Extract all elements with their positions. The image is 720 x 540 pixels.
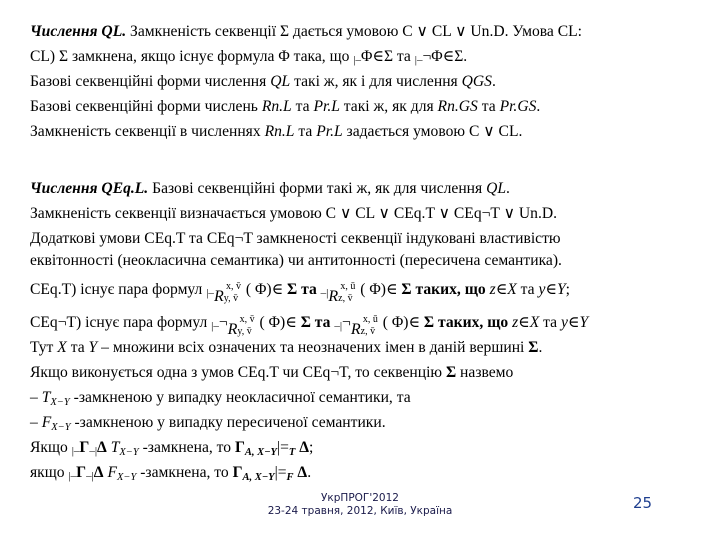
block1-line5 (30, 122, 522, 142)
predicate-term (214, 282, 241, 304)
subscript: F (286, 472, 294, 483)
subscript: X−Y (50, 397, 70, 408)
subscript: z, v̄ (360, 326, 376, 337)
turnstile-pos: |– (68, 470, 77, 482)
predicate-term (328, 282, 355, 304)
var: z (489, 281, 496, 298)
turnstile-neg: –| (86, 470, 94, 482)
text: – множини всіх означених та неозначених імен в даній вершині (97, 339, 529, 356)
text: ∈ (567, 314, 580, 331)
predicate-symbol: R (227, 321, 238, 338)
block2-line3 (30, 229, 561, 249)
neg-symbol: ¬ (218, 314, 228, 331)
text: Rn.GS (437, 98, 478, 115)
turnstile-pos: |– (206, 287, 214, 299)
delta: Δ (295, 439, 309, 456)
paren: ( (259, 314, 265, 331)
text: ¬Φ∈Σ. (422, 48, 468, 65)
text: . (536, 98, 541, 115)
phi-symbol: Φ (391, 314, 404, 331)
paren: ) (380, 281, 386, 298)
gamma: Γ (76, 464, 87, 481)
var: y (560, 314, 568, 331)
var: Y (88, 339, 98, 356)
text: Додаткові умови CEq.T та CEq¬T замкненості секвенції індуковані властивістю (30, 230, 561, 247)
text: еквітонності (неокласична семантика) чи антитонності (пересичена семантика). (30, 252, 562, 269)
text: та (516, 281, 539, 298)
text: та (477, 98, 500, 115)
phi-symbol: Φ (268, 314, 281, 331)
text: та (291, 98, 314, 115)
sigma: Σ (445, 364, 457, 381)
var: y (538, 281, 546, 298)
delta: Δ (293, 464, 308, 481)
paren: ( (382, 314, 388, 331)
var: F (41, 414, 52, 431)
gamma: Γ (234, 439, 245, 456)
subscript: y, v̄ (223, 293, 239, 304)
var: T (41, 389, 51, 406)
text: Базові секвенційні форми числень (30, 98, 262, 115)
text: Якщо виконується одна з умов CEq.T чи CEq¬T, то секвенцію (30, 364, 446, 381)
turnstile-pos: |– (71, 445, 80, 457)
text: . (506, 180, 510, 197)
block2-line7 (30, 338, 542, 358)
subscript: X−Y (119, 447, 139, 458)
models: |= (276, 439, 289, 456)
subscript: A, X−Y (244, 447, 277, 458)
subscript: X−Y (117, 472, 137, 483)
text: задається умовою C ∨ CL. (342, 123, 523, 140)
turnstile-neg: –| (320, 287, 329, 299)
block2-line2 (30, 204, 557, 224)
text: та (66, 339, 89, 356)
text: якщо (30, 464, 69, 481)
paren: ) (280, 314, 286, 331)
text: Σ таких, що (420, 314, 513, 331)
text: такі ж, як і для числення (290, 73, 462, 90)
var: F (103, 464, 117, 481)
text: Rn.L (261, 98, 292, 115)
paren: ) (403, 314, 409, 331)
element-of: ∈ (408, 314, 421, 331)
text: Rn.L (264, 123, 295, 140)
paren: ( (245, 281, 252, 298)
block1-line2 (30, 47, 467, 70)
text: ; (308, 439, 314, 456)
predicate-term (351, 315, 378, 337)
text: Замкненість секвенції Σ дається умовою C ∨ CL ∨ Un.D. Умова CL: (126, 23, 582, 40)
text: Pr.L (313, 98, 340, 115)
text: Σ та (283, 281, 321, 298)
text: . (491, 73, 496, 90)
turnstile-neg: –| (89, 445, 98, 457)
text: Замкненість секвенції в численнях (30, 123, 265, 140)
phi-symbol: Φ (254, 281, 267, 298)
gamma: Γ (79, 439, 90, 456)
element-of: ∈ (385, 281, 398, 298)
text: та (539, 314, 561, 331)
turnstile-pos: |– (211, 320, 219, 332)
text: QL (270, 73, 291, 90)
text: QGS (461, 73, 492, 90)
footer (230, 492, 490, 518)
text: Σ та (296, 314, 335, 331)
page-number: 25 (633, 494, 653, 512)
neg-symbol: ¬ (342, 314, 351, 331)
subscript: y, v̄ (237, 326, 252, 337)
text: Замкненість секвенції визначається умовою C ∨ CL ∨ CEq.T ∨ CEq¬T ∨ Un.D. (30, 205, 557, 222)
text: назвемо (456, 364, 514, 381)
superscript: x, v̄ (225, 281, 241, 292)
text: CL) Σ замкнена, якщо існує формула Φ така, що (30, 48, 354, 65)
block2-line1 (30, 179, 510, 199)
ceqnegt-line (30, 313, 588, 337)
text: ∈ (518, 314, 530, 331)
paren: ) (266, 281, 272, 298)
sigma: Σ (528, 339, 539, 356)
predicate-term (228, 315, 255, 337)
predicate-symbol: R (350, 321, 361, 338)
text: – (30, 389, 42, 406)
block2-line8 (30, 363, 513, 383)
turnstile-neg: –| (334, 320, 343, 332)
text: -замкнена, то (138, 439, 235, 456)
superscript: x, ū (362, 314, 378, 325)
subscript: T (288, 447, 296, 458)
block2-line4 (30, 251, 562, 271)
superscript: x, v̄ (239, 314, 255, 325)
var: X (507, 281, 517, 298)
block2-title: Числення QEq.L. (30, 180, 149, 197)
turnstile-pos: |– (353, 54, 362, 66)
text: CEq.T) існує пара формул (30, 281, 207, 298)
text: CEq¬T) існує пара формул (30, 314, 212, 331)
delta: Δ (97, 439, 107, 456)
ceqt-line (30, 280, 570, 304)
footer-conference: УкрПРОГ'2012 (321, 492, 399, 504)
block1-line1 (30, 22, 582, 42)
text: . (307, 464, 312, 481)
var: Y (556, 281, 566, 298)
text: ∈ (545, 281, 557, 298)
subscript: z, v̄ (338, 293, 353, 304)
subscript: X−Y (51, 422, 71, 433)
var: T (106, 439, 120, 456)
block2-line9 (30, 388, 411, 413)
text: ; (565, 281, 570, 298)
text: та (294, 123, 317, 140)
element-of: ∈ (271, 281, 284, 298)
text: -замкненою у випадку пересиченої семантики. (70, 414, 386, 431)
models: |= (274, 464, 287, 481)
text: Якщо (30, 439, 72, 456)
text: . (538, 339, 543, 356)
text: Σ таких, що (397, 281, 490, 298)
element-of: ∈ (285, 314, 297, 331)
delta: Δ (93, 464, 104, 481)
var: X (529, 314, 540, 331)
gamma: Γ (232, 464, 243, 481)
turnstile-pos: |– (414, 54, 423, 66)
text: ∈ (495, 281, 508, 298)
block2-line10 (30, 413, 386, 438)
text: Pr.L (316, 123, 343, 140)
block1-line3 (30, 72, 496, 92)
block2-line12 (30, 463, 311, 488)
subscript: A, X−Y (242, 472, 275, 483)
text: -замкненою у випадку неокласичної семантики, та (69, 389, 411, 406)
superscript: x, ū (340, 281, 356, 292)
var: X (57, 339, 67, 356)
predicate-symbol: R (213, 288, 224, 305)
text: Базові секвенційні форми такі ж, як для числення (148, 180, 487, 197)
text: Pr.GS (499, 98, 537, 115)
block1-title: Числення QL. (30, 23, 127, 40)
text: такі ж, як для (339, 98, 438, 115)
predicate-symbol: R (328, 288, 339, 305)
paren: ( (360, 281, 366, 298)
text: Φ∈Σ та (361, 48, 415, 65)
block2-line11 (30, 438, 313, 463)
phi-symbol: Φ (369, 281, 381, 298)
text: – (30, 414, 42, 431)
text: Тут (30, 339, 58, 356)
footer-date-place: 23-24 травня, 2012, Київ, Україна (267, 505, 453, 517)
text: QL (486, 180, 507, 197)
text: Базові секвенційні форми числення (30, 73, 271, 90)
text: -замкнена, то (136, 464, 233, 481)
block1-line4 (30, 97, 540, 117)
var: Y (579, 314, 589, 331)
var: z (512, 314, 519, 331)
